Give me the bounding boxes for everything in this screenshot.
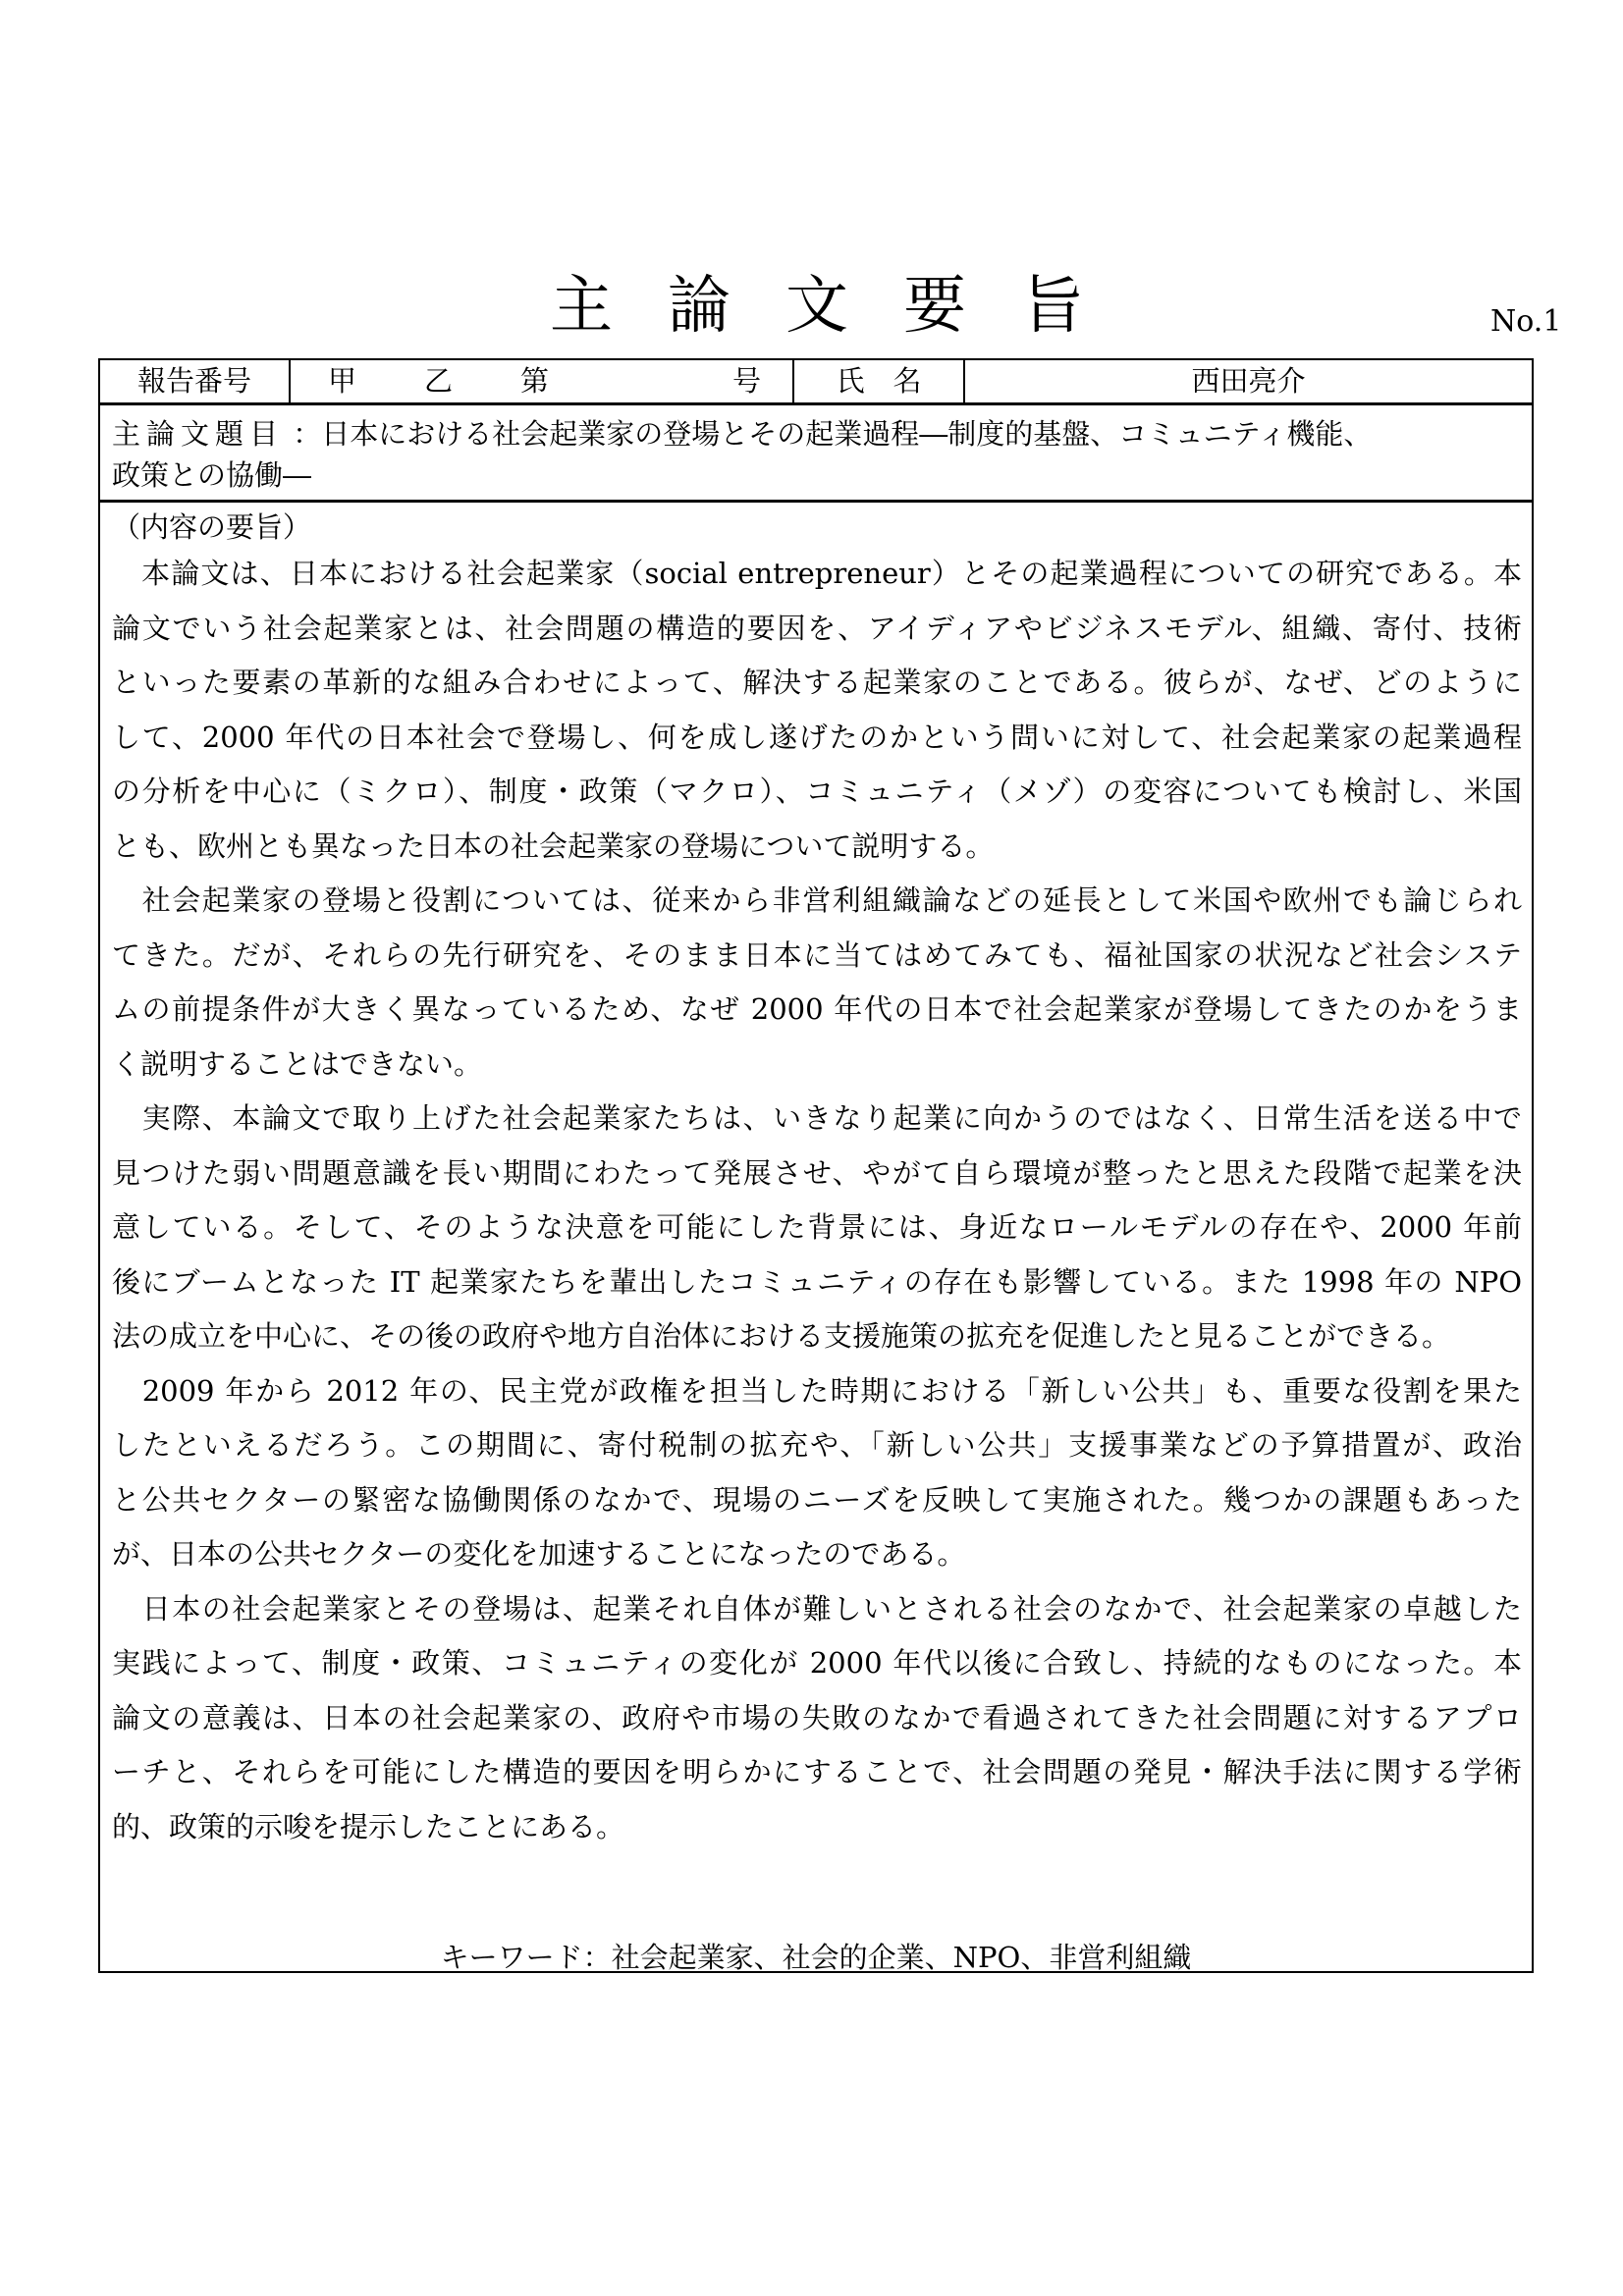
paragraph-line: 見つけた弱い問題意識を長い期間にわたって発展させ、やがて自ら環境が整ったと思えた段階で起業を決 [112,1155,1522,1190]
paragraph-line: ーチと、それらを可能にした構造的要因を明らかにすることで、社会問題の発見・解決手法に関する学術 [112,1755,1522,1789]
paragraph-line: が、日本の公共セクターの変化を加速することになったのである。 [112,1537,966,1571]
thesis-title-label: 主論文題目 [112,417,285,451]
thesis-title-line1: ：日本における社会起業家の登場とその起業過程―制度的基盤、コミュニティ機能、 [293,417,1373,451]
keywords: キーワード：社会起業家、社会的企業、NPO、非営利組織 [440,1941,1192,1974]
paragraph-line: 2009 年から 2012 年の、民主党が政権を担当した時期における「新しい公共」も、重要な役割を果た [112,1373,1522,1408]
paragraph-line: 社会起業家の登場と役割については、従来から非営利組織論などの延長として米国や欧州でも論じられ [112,883,1522,917]
paragraph-line: 論文でいう社会起業家とは、社会問題の構造的要因を、アイディアやビジネスモデル、組織、寄付、技術 [112,611,1522,645]
report-no-field [291,360,794,402]
paragraph-line: といった要素の革新的な組み合わせによって、解決する起業家のことである。彼らが、なぜ、どのように [112,666,1522,699]
paragraph [112,547,1522,874]
paragraph [112,1364,1522,1582]
page-number: No.1 [1490,304,1562,339]
paragraph-line: 実践によって、制度・政策、コミュニティの変化が 2000 年代以後に合致し、持続的なものになった。本 [112,1646,1522,1680]
paragraph-line: の分析を中心に（ミクロ）、制度・政策（マクロ）、コミュニティ（メゾ）の変容についても検討し、米国 [112,774,1522,808]
summary-heading: （内容の要旨） [112,510,312,544]
summary-form [98,358,1534,1973]
paragraph-line: てきた。だが、それらの先行研究を、そのまま日本に当てはめてみても、福祉国家の状況など社会システ [112,937,1522,972]
paragraph-line: 日本の社会起業家とその登場は、起業それ自体が難しいとされる社会のなかで、社会起業家の卓越した [112,1591,1522,1626]
thesis-title-line2: 政策との協働― [112,458,312,492]
paragraph-line: して、2000 年代の日本社会で登場し、何を成し遂げたのかという問いに対して、社会起業家の起業過程 [112,720,1522,754]
author-name: 西田亮介 [1191,364,1306,398]
report-no-label: 報告番号 [100,360,291,402]
paragraph-line: したといえるだろう。この期間に、寄付税制の拡充や、「新しい公共」支援事業などの予算措置が、政治 [112,1428,1522,1462]
paragraph-line: 後にブームとなった IT 起業家たちを輩出したコミュニティの存在も影響している。また 1998 年の NPO [112,1264,1522,1299]
paragraph-line: 意している。そして、そのような決意を可能にした背景には、身近なロールモデルの存在や、2000 年前 [112,1210,1522,1244]
report-no-suffix: 号 [731,364,761,398]
name-label: 氏 名 [794,360,965,402]
paragraph [112,1582,1522,1855]
paragraph-line: 本論文は、日本における社会起業家（social entrepreneur）とその起業過程についての研究である。本 [112,557,1522,590]
paragraph-line: く説明することはできない。 [112,1046,483,1081]
paragraph-line: ムの前提条件が大きく異なっているため、なぜ 2000 年代の日本で社会起業家が登場してきたのかをうま [112,992,1522,1026]
summary-paragraphs [112,547,1522,1854]
paragraph [112,874,1522,1092]
report-no-value: 甲 乙 第 [328,364,569,398]
paragraph-line: 論文の意義は、日本の社会起業家の、政府や市場の失敗のなかで看過されてきた社会問題に対するアプロ [112,1700,1522,1735]
thesis-title-row [100,405,1532,503]
header-row [100,360,1532,405]
paragraph-line: と公共セクターの緊密な協働関係のなかで、現場のニーズを反映して実施された。幾つかの課題もあった [112,1482,1522,1517]
paragraph [112,1092,1522,1364]
paragraph-line: 法の成立を中心に、その後の政府や地方自治体における支援施策の拡充を促進したと見ることができる。 [112,1319,1451,1353]
paragraph-line: 実際、本論文で取り上げた社会起業家たちは、いきなり起業に向かうのではなく、日常生活を送る中で [112,1101,1522,1135]
paragraph-line: 的、政策的示唆を提示したことにある。 [112,1809,625,1843]
paragraph-line: とも、欧州とも異なった日本の社会起業家の登場について説明する。 [112,828,995,863]
summary-body [112,507,1522,1854]
document-title: 主論文要旨 [550,270,1139,343]
